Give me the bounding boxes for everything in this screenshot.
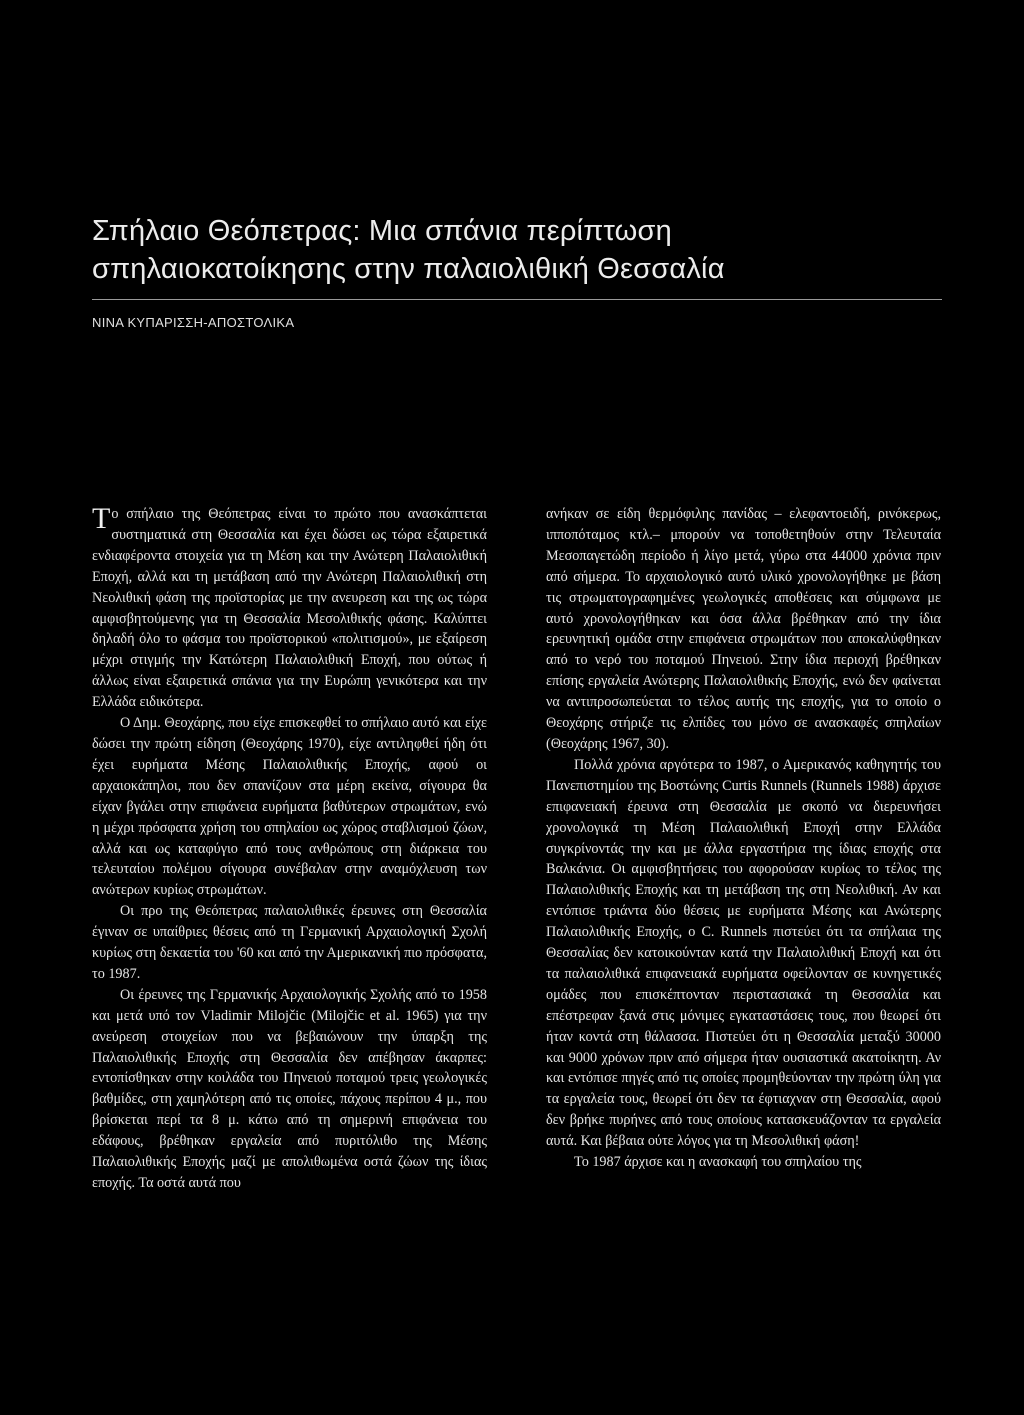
author-name: ΝΙΝΑ ΚΥΠΑΡΙΣΣΗ-ΑΠΟΣΤΟΛΙΚΑ <box>92 315 295 330</box>
right-column <box>546 504 941 1173</box>
title-divider <box>92 299 942 300</box>
title-line-1: Σπήλαιο Θεόπετρας: Μια σπάνια περίπτωση <box>92 215 672 247</box>
right-paragraph-3: Το 1987 άρχισε και η ανασκαφή του σπηλαίου της <box>574 1154 862 1171</box>
left-paragraph-4: Οι έρευνες της Γερμανικής Αρχαιολογικής Σχολής από το 1958 και μετά υπό τον Vladimir Milojčic (Milojčic et al. 1965) για την ανεύρεση στοιχείων που να βεβαιώνουν την ύπαρξη της Παλαιολιθικής Εποχής στη Θεσσαλία δεν απέβησαν άκαρπες: εντοπίσθηκαν στην κοιλάδα του Πηνειού ποταμού τρεις γεωλογικές βαθμίδες, στη χαμηλότερη από τις οποίες, πάχους περίπου 4 μ., που βρίσκεται περί τα 8 μ. κάτω από τη σημερινή επιφάνεια του εδάφους, βρέθηκαν εργαλεία από πυριτόλιθο της Μέσης Παλαιολιθικής Εποχής μαζί με απολιθωμένα οστά ζώων της ίδιας εποχής. Τα οστά αυτά που <box>92 986 487 1191</box>
right-paragraph-2: Πολλά χρόνια αργότερα το 1987, ο Αμερικανός καθηγητής του Πανεπιστημίου της Βοστώνης Curtis Runnels (Runnels 1988) άρχισε επιφανειακή έρευνα στη Θεσσαλία με σκοπό να διερευνήσει χρονολογικά τη Μέση Παλαιολιθική Εποχή στην Ελλάδα συγκρίνοντάς την και με άλλα εργαστήρια της ίδιας εποχής στα Βαλκάνια. Οι αμφισβητήσεις του αφορούσαν κυρίως το τέλος της Παλαιολιθικής Εποχής και τη μετάβαση της στη Νεολιθική. Αν και εντόπισε τριάντα δύο θέσεις με ευρήματα Μέσης και Ανώτερης Παλαιολιθικής Εποχής, ο C. Runnels πιστεύει ότι τα σπήλαια της Θεσσαλίας δεν κατοικούνταν κατά την Παλαιολιθική Εποχή και ότι τα παλαιολιθικά επιφανειακά ευρήματα οφείλονταν σε κυνηγετικές ομάδες που επισκέπτονταν περιστασιακά τη Θεσσαλία και επέστρεφαν ξανά στις μόνιμες εγκαταστάσεις τους, που θεωρεί ότι ήταν κοντά στη θάλασσα. Πιστεύει ότι η Θεσσαλία μεταξύ 30000 και 9000 χρόνων πριν από σήμερα ήταν ουσιαστικά ακατοίκητη. Αν και εντόπισε πηγές από τις οποίες προμηθεύονταν την πρώτη ύλη για τα εργαλεία τους, θεωρεί ότι δεν τα έφτιαχναν στη Θεσσαλία, αφού δεν βρήκε πυρήνες από τους οποίους κατασκευάζονταν τα εργαλεία αυτά. Και βέβαια ούτε λόγος για τη Μεσολιθική φάση! <box>546 756 941 1150</box>
left-column <box>92 504 487 1194</box>
article-title <box>92 212 952 288</box>
right-paragraph-1: ανήκαν σε είδη θερμόφιλης πανίδας – ελεφαντοειδή, ρινόκερως, ιπποπόταμος κτλ.– μπορούν να τοποθετηθούν στην Τελευταία Μεσοπαγετώδη περίοδο ή λίγο μετά, γύρω στα 44000 χρόνια πριν από σήμερα. Το αρχαιολογικό αυτό υλικό χρονολογήθηκε με βάση τις στρωματογραφημένες γεωλογικές αποθέσεις και σύμφωνα με αυτό χρονολογήθηκαν και όσα άλλα βρέθηκαν από την ίδια ερευνητική ομάδα στην επιφάνεια στρωμάτων που αποκαλύφθηκαν από το νερό του ποταμού Πηνειού. Στην ίδια περιοχή βρέθηκαν επίσης εργαλεία Ανώτερης Παλαιολιθικής Εποχής, ενώ δεν φαίνεται να αντιπροσωπεύεται το τέλος αυτής της εποχής, για το οποίο ο Θεοχάρης στήριζε τις ελπίδες του μόνο σε ανασκαφές σπηλαίων (Θεοχάρης 1967, 30). <box>546 506 941 752</box>
left-paragraph-1-text: ο σπήλαιο της Θεόπετρας είναι το πρώτο που ανασκάπτεται συστηματικά στη Θεσσαλία και έχει δώσει ως τώρα εξαιρετικά ενδιαφέροντα στοιχεία για τη Μέση και την Ανώτερη Παλαιολιθική Εποχή, αλλά και τη μετάβαση από την Ανώτερη Παλαιολιθική στη Νεολιθική φάση της προϊστορίας με την ανευρεση και της ως τώρα αμφισβητούμενης για τη Θεσσαλία Μεσολιθικής φάσης. Καλύπτει δηλαδή όλο το φάσμα του προϊστορικού «πολιτισμού», με εξαίρεση μέχρι στιγμής την Κατώτερη Παλαιολιθική Εποχή, που ούτως ή άλλως είναι εξαιρετικά σπάνια για την Ευρώπη γενικότερα και την Ελλάδα ειδικότερα. <box>92 506 487 711</box>
left-paragraph-2: Ο Δημ. Θεοχάρης, που είχε επισκεφθεί το σπήλαιο αυτό και είχε δώσει την πρώτη είδηση (Θεοχάρης 1970), είχε αντιληφθεί ήδη ότι έχει ευρήματα Μέσης Παλαιολιθικής Εποχής, αφού οι αρχαιοκάπηλοι, που δεν σπανίζουν στα μέρη εκείνα, σίγουρα θα είχαν βγάλει στην επιφάνεια ευρήματα βαθύτερων στρωμάτων, ενώ η μέχρι πρόσφατα χρήση του σπηλαίου ως χώρος σταβλισμού ζώων, αλλά και ως καταφύγιο από τους ανθρώπους στη διάρκεια του τελευταίου πολέμου σίγουρα συνέβαλαν στην αναμόχλευση των ανώτερων κυρίως στρωμάτων. <box>92 715 487 899</box>
left-paragraph-3: Οι προ της Θεόπετρας παλαιολιθικές έρευνες στη Θεσσαλία έγιναν σε υπαίθριες θέσεις από τη Γερμανική Αρχαιολογική Σχολή κυρίως στη δεκαετία του '60 και από την Αμερικανική πιο πρόσφατα, το 1987. <box>92 903 487 982</box>
drop-cap: Τ <box>92 502 111 535</box>
title-line-2: σπηλαιοκατοίκησης στην παλαιολιθική Θεσσαλία <box>92 253 725 285</box>
left-paragraph-1 <box>92 504 487 713</box>
